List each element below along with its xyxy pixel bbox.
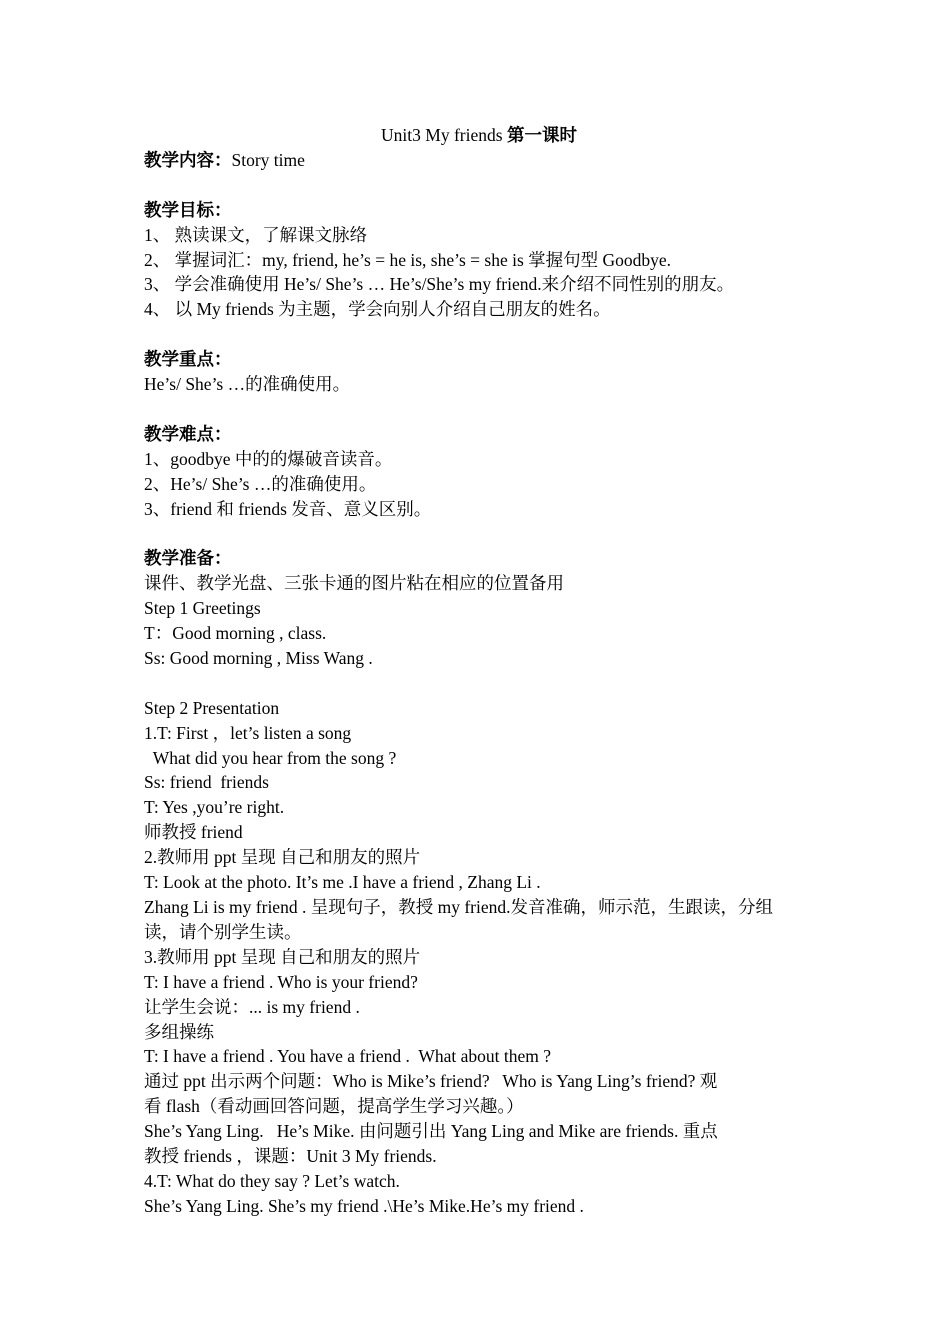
objectives-heading: 教学目标： [144,199,232,220]
step2-line: 教授 friends ，课题：Unit 3 My friends. [144,1146,437,1167]
step2-line: She’s Yang Ling. He’s Mike. 由问题引出 Yang Ling and Mike are friends. 重点 [144,1121,718,1142]
step2-line: 多组操练 [144,1021,214,1042]
objective-item: 2、 掌握词汇：my, friend, he’s = he is, she’s = she is 掌握句型 Goodbye. [144,249,672,270]
key-point-item: He’s/ She’s …的准确使用。 [144,374,351,395]
difficulty-item: 1、goodbye 中的的爆破音读音。 [144,448,393,469]
difficulties-heading: 教学难点： [144,423,232,444]
difficulty-item: 2、He’s/ She’s …的准确使用。 [144,473,377,494]
key-points-heading: 教学重点： [144,349,232,370]
preparation-item: 课件、教学光盘、三张卡通的图片粘在相应的位置备用 [144,573,564,594]
document-page [144,123,814,1219]
objective-item: 3、 学会准确使用 He’s/ She’s … He’s/She’s my friend.来介绍不同性别的朋友。 [144,274,735,295]
step2-line: 通过 ppt 出示两个问题：Who is Mike’s friend? Who is Yang Ling’s friend? 观 [144,1071,718,1092]
step2-line: 看 flash（看动画回答问题，提高学生学习兴趣。） [144,1096,524,1117]
step2-line: 师教授 friend [144,822,243,843]
step2-line: T: Yes ,you’re right. [144,797,285,818]
step2-line: T: I have a friend . You have a friend . What about them ? [144,1046,552,1067]
step1-heading: Step 1 Greetings [144,598,261,619]
step2-line: 让学生会说：... is my friend . [144,996,360,1017]
objective-item: 1、 熟读课文，了解课文脉络 [144,224,368,245]
spacer [144,521,814,546]
title-chinese: 第一课时 [506,125,577,145]
step2-line: 3.教师用 ppt 呈现 自己和朋友的照片 [144,946,421,967]
step2-line: Ss: friend friends [144,772,269,793]
spacer [144,322,814,347]
step2-line: 4.T: What do they say ? Let’s watch. [144,1170,400,1191]
title-english: Unit3 My friends [381,125,507,145]
step2-line: 1.T: First ，let’s listen a song [144,722,352,743]
content-value: Story time [231,149,305,170]
step2-line: 读，请个别学生读。 [144,921,302,942]
preparation-heading: 教学准备： [144,548,232,569]
spacer [144,671,814,696]
page-title [144,123,814,148]
dialogue-line: Ss: Good morning , Miss Wang . [144,647,373,668]
step2-line: 2.教师用 ppt 呈现 自己和朋友的照片 [144,847,421,868]
content-label: 教学内容： [144,149,232,170]
dialogue-line: T：Good morning , class. [144,623,327,644]
difficulty-item: 3、friend 和 friends 发音、意义区别。 [144,498,432,519]
step2-line: T: Look at the photo. It’s me .I have a friend , Zhang Li . [144,872,541,893]
objective-item: 4、 以 My friends 为主题，学会向别人介绍自己朋友的姓名。 [144,299,611,320]
step2-line: What did you hear from the song ? [144,747,397,768]
step2-line: T: I have a friend . Who is your friend? [144,971,418,992]
step2-heading: Step 2 Presentation [144,697,280,718]
step2-line: Zhang Li is my friend . 呈现句子，教授 my friend.发音准确，师示范，生跟读，分组 [144,897,773,918]
step2-line: She’s Yang Ling. She’s my friend .\He’s Mike.He’s my friend . [144,1195,584,1216]
spacer [144,397,814,422]
content-line [144,148,814,173]
spacer [144,173,814,198]
